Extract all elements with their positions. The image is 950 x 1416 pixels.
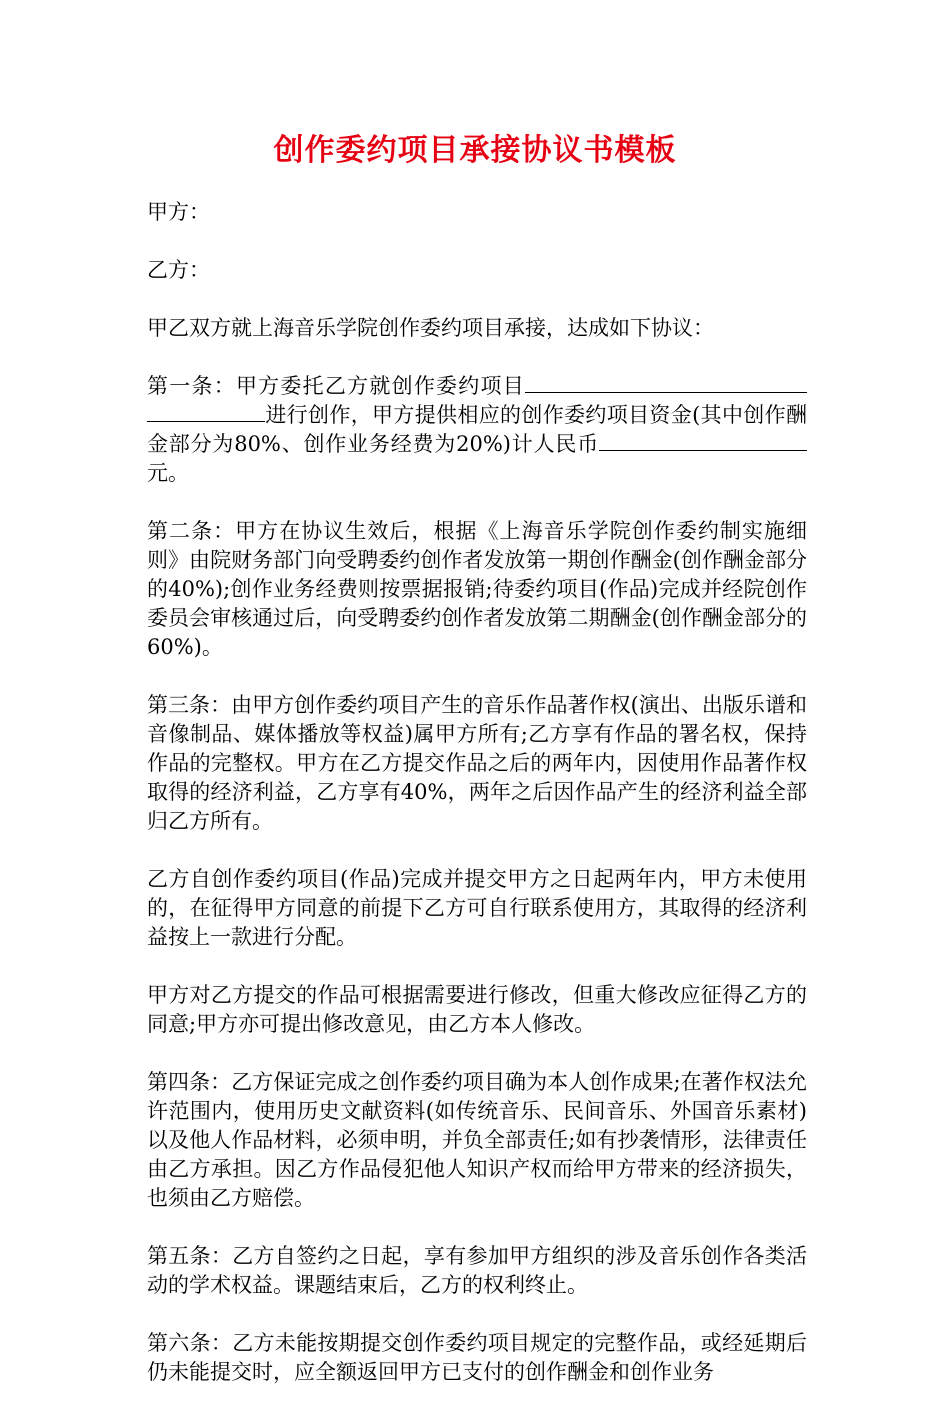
article-1-part-c: 元。 <box>147 461 189 485</box>
article-2: 第二条：甲方在协议生效后，根据《上海音乐学院创作委约制实施细则》由院财务部门向受聘委约创作者发放第一期创作酬金(创作酬金部分的40%);创作业务经费则按票据报销;待委约项目(作品)完成并经院创作委员会审核通过后，向受聘委约创作者发放第二期酬金(创作酬金部分的60%)。 <box>147 519 807 659</box>
party-a-line: 甲方： <box>147 200 210 224</box>
intro-paragraph: 甲乙双方就上海音乐学院创作委约项目承接，达成如下协议： <box>147 316 714 340</box>
document-body <box>147 198 807 1416</box>
article-5: 第五条：乙方自签约之日起，享有参加甲方组织的涉及音乐创作各类活动的学术权益。课题结束后，乙方的权利终止。 <box>147 1244 807 1297</box>
project-name-blank <box>525 372 807 393</box>
article-1-part-b: 进行创作，甲方提供相应的创作委约项目资金(其中创作酬金部分为80%、创作业务经费为20%)计人民币 <box>147 403 807 456</box>
party-b-line: 乙方： <box>147 258 210 282</box>
amount-blank-cont <box>765 430 807 451</box>
article-6: 第六条：乙方未能按期提交创作委约项目规定的完整作品，或经延期后仍未能提交时，应全额返回甲方已支付的创作酬金和创作业务 <box>147 1331 807 1384</box>
amount-blank <box>599 430 765 451</box>
article-3-paragraph-3: 甲方对乙方提交的作品可根据需要进行修改，但重大修改应征得乙方的同意;甲方亦可提出修改意见，由乙方本人修改。 <box>147 983 807 1036</box>
article-3-paragraph-2: 乙方自创作委约项目(作品)完成并提交甲方之日起两年内，甲方未使用的，在征得甲方同意的前提下乙方可自行联系使用方，其取得的经济利益按上一款进行分配。 <box>147 867 807 949</box>
article-4: 第四条：乙方保证完成之创作委约项目确为本人创作成果;在著作权法允许范围内，使用历史文献资料(如传统音乐、民间音乐、外国音乐素材)以及他人作品材料，必须申明，并负全部责任;如有抄袭情形，法律责任由乙方承担。因乙方作品侵犯他人知识产权而给甲方带来的经济损失，也须由乙方赔偿。 <box>147 1070 807 1210</box>
article-1-part-a: 第一条：甲方委托乙方就创作委约项目 <box>147 374 525 398</box>
document-title: 创作委约项目承接协议书模板 <box>273 133 677 168</box>
article-1 <box>147 372 807 488</box>
project-name-blank-cont <box>147 401 265 422</box>
article-3: 第三条：由甲方创作委约项目产生的音乐作品著作权(演出、出版乐谱和音像制品、媒体播放等权益)属甲方所有;乙方享有作品的署名权，保持作品的完整权。甲方在乙方提交作品之后的两年内，因使用作品著作权取得的经济利益，乙方享有40%，两年之后因作品产生的经济利益全部归乙方所有。 <box>147 693 807 833</box>
